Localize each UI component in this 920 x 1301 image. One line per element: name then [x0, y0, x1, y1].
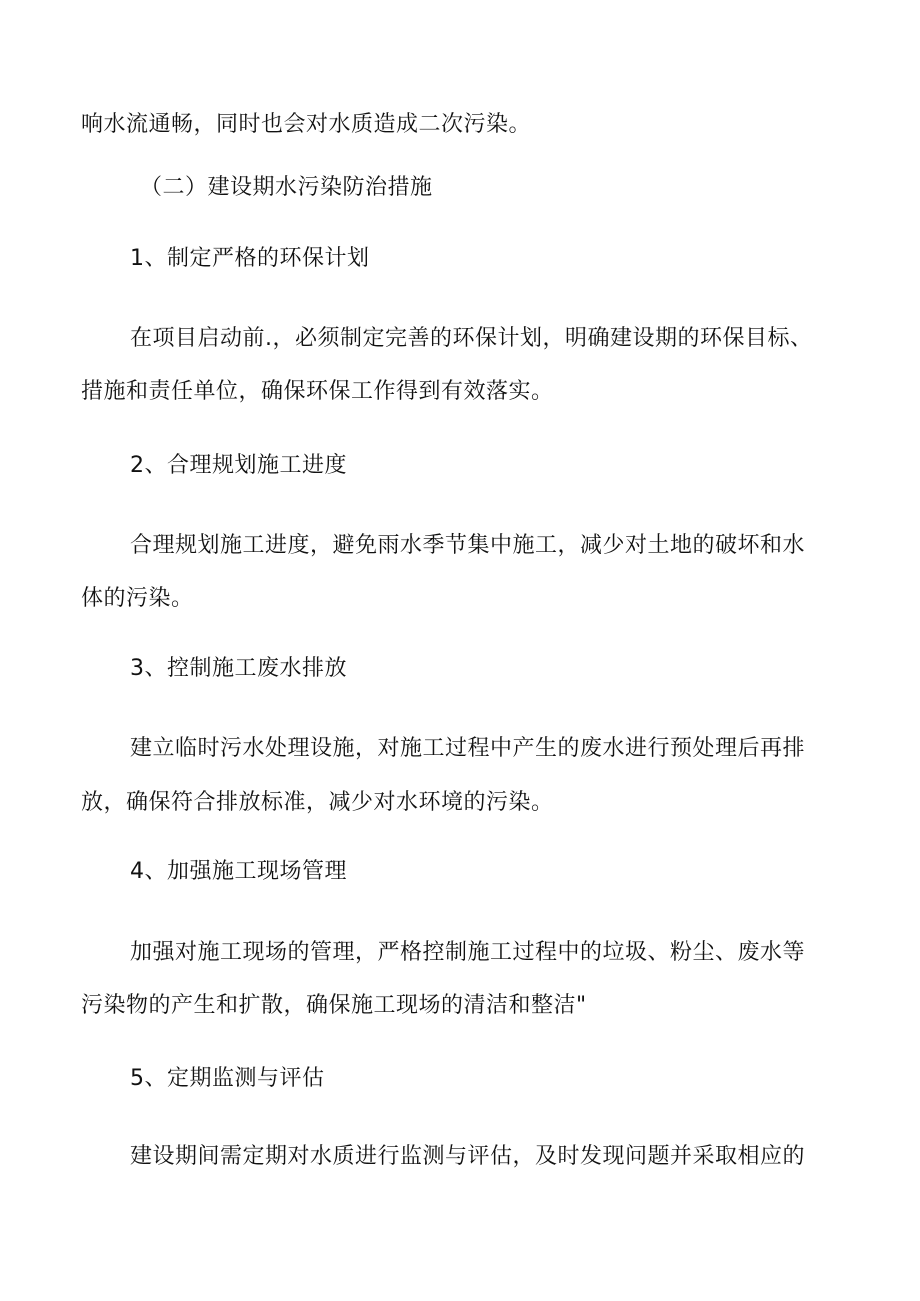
item-heading-4: 4、加强施工现场管理 — [130, 859, 347, 884]
paragraph-line: 加强对施工现场的管理，严格控制施工过程中的垃圾、粉尘、废水等 — [130, 940, 806, 965]
paragraph-line: 合理规划施工进度，避免雨水季节集中施工，减少对土地的破坏和水 — [130, 533, 806, 558]
section-title: （二）建设期水污染防治措施 — [140, 175, 433, 200]
paragraph-line: 体的污染。 — [81, 586, 194, 611]
paragraph-line: 在项目启动前.，必须制定完善的环保计划，明确建设期的环保目标、 — [130, 326, 813, 351]
paragraph-line: 建立临时污水处理设施，对施工过程中产生的废水进行预处理后再排 — [130, 736, 806, 761]
paragraph-line: 污染物的产生和扩散，确保施工现场的清洁和整洁" — [81, 993, 587, 1018]
item-heading-3: 3、控制施工废水排放 — [130, 656, 347, 681]
item-heading-2: 2、合理规划施工进度 — [130, 453, 347, 478]
continuation-text: 响水流通畅，同时也会对水质造成二次污染。 — [81, 112, 532, 137]
item-heading-5: 5、定期监测与评估 — [130, 1066, 325, 1091]
paragraph-line: 措施和责任单位，确保环保工作得到有效落实。 — [81, 379, 554, 404]
paragraph-line: 建设期间需定期对水质进行监测与评估，及时发现问题并采取相应的 — [130, 1144, 806, 1169]
paragraph-line: 放，确保符合排放标准，减少对水环境的污染。 — [81, 790, 554, 815]
item-heading-1: 1、制定严格的环保计划 — [130, 246, 370, 271]
